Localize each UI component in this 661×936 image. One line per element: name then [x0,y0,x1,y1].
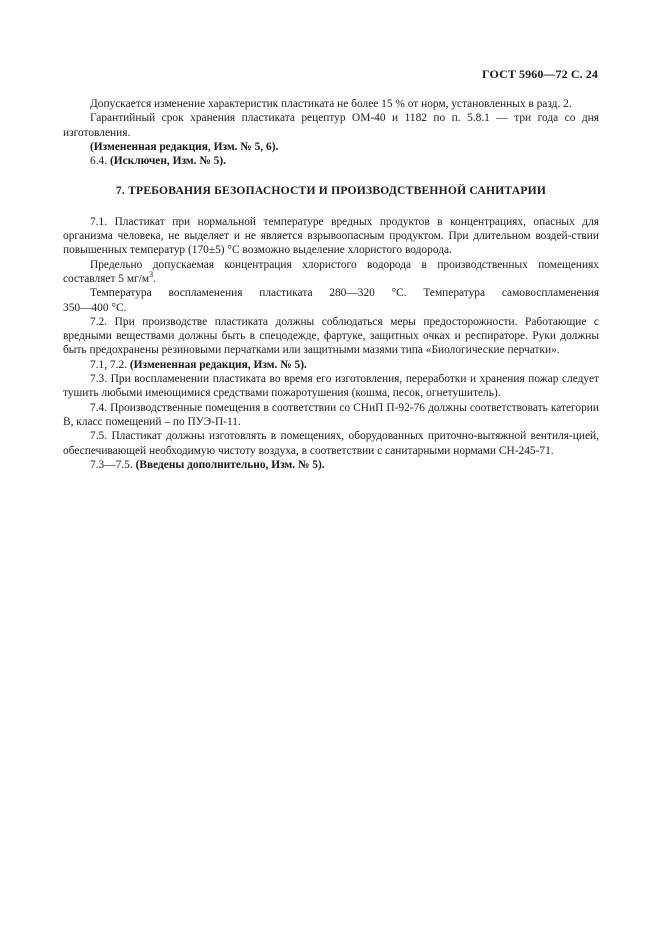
paragraph-7-2: 7.2. При производстве пластиката должны соблюдаться меры предосторожности. Работающие с вредными веществами должны быть в спецодежде, фартуке, защитных очках и респираторе. Руки должны быть предохранены резиновыми перчатками или защитными мазями типа «Биологические перчатки». [63,315,599,357]
page-header: ГОСТ 5960—72 С. 24 [482,67,598,81]
paragraph-6-4 [63,154,599,168]
paragraph-amend-7-1-7-2 [63,358,599,372]
amendment-note: (Измененная редакция, Изм. № 5). [129,358,307,371]
paragraph-characteristics: Допускается изменение характеристик пластиката не более 15 % от норм, установленных в разд. 2. [90,98,572,110]
page-content [63,97,599,472]
paragraph-warranty-cont: изготовления. [63,126,131,139]
introduced-note: (Введены дополнительно, Изм. № 5). [135,458,325,471]
clause-number: 7.1, 7.2. [90,358,128,371]
paragraph-warranty: Гарантийный срок хранения пластиката рецептур ОМ-40 и 1182 по п. 5.8.1 — три года со дня [90,112,599,125]
paragraph-7-4: 7.4. Производственные помещения в соответствии со СНиП П-92-76 должны соответствовать категории В, класс помещений – по ПУЭ-П-11. [63,401,599,428]
pdk-superscript: 3 [149,270,154,280]
paragraph-7-3: 7.3. При воспламенении пластиката во время его изготовления, переработки и хранения пожар следует тушить любыми имеющимися средствами пожаротушения (кошма, песок, огнетушитель). [63,373,599,400]
excluded-note: (Исключен, Изм. № 5). [109,155,226,168]
amendment-note: (Измененная редакция, Изм. № 5, 6). [90,140,279,153]
paragraph-7-5: 7.5. Пластикат должны изготовлять в помещениях, оборудованных приточно-вытяжной вентиля-цией, обеспечивающей необходимую чистоту воздуха, в соответствии с санитарными нормами СН-245-71. [63,430,599,457]
paragraph-pdk [63,258,599,287]
pdk-end: . [153,272,156,285]
section-title: 7. ТРЕБОВАНИЯ БЕЗОПАСНОСТИ И ПРОИЗВОДСТВЕННОЙ САНИТАРИИ [115,184,547,198]
pdk-text: Предельно допускаемая концентрация хлористого водорода в производственных помещениях составляет 5 мг/м [63,258,599,285]
clause-number: 7.3—7.5. [90,458,133,471]
paragraph-temperature-cont: 350—400 °С. [63,301,127,314]
clause-number: 6.4. [90,155,108,168]
paragraph-intro-7-3-7-5 [63,458,599,472]
paragraph-temperature: Температура воспламенения пластиката 280—320 °С. Температура самовоспламенения [90,287,599,300]
paragraph-7-1: 7.1. Пластикат при нормальной температуре вредных продуктов в концентрациях, опасных для организма человека, не выделяет и не является взрывоопасным продуктом. При длительном воздей-ствии повышенных температур (170±5) °С возможно выделение хлористого водорода. [63,215,599,257]
